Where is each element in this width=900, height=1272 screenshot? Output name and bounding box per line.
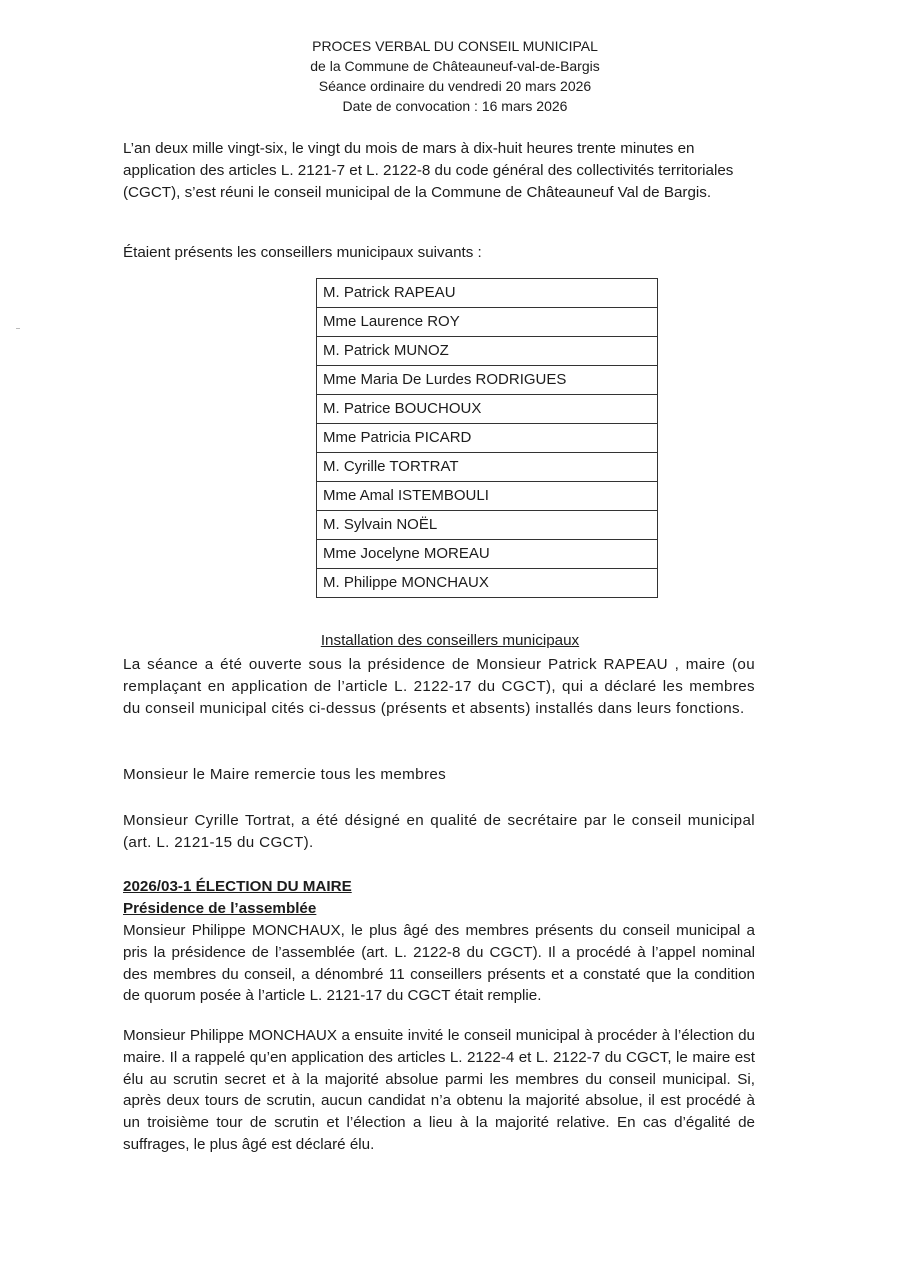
election-section	[123, 876, 755, 920]
member-name: Mme Laurence ROY	[317, 308, 658, 337]
presidency-paragraph: Monsieur Philippe MONCHAUX, le plus âgé des membres présents du conseil municipal a pris la présidence de l’assemblée (art. L. 2122-8 du CGCT). Il a procédé à l’appel nominal des membres du conseil, a dénombré 11 conseillers présents et a constaté que la condition de quorum posée à l’article L. 2121-17 du CGCT était remplie.	[123, 922, 755, 1005]
margin-mark	[16, 328, 20, 329]
member-name: M. Cyrille TORTRAT	[317, 453, 658, 482]
table-row	[317, 569, 658, 598]
member-name: M. Patrick MUNOZ	[317, 337, 658, 366]
table-row	[317, 366, 658, 395]
present-label: Étaient présents les conseillers municipaux suivants :	[123, 244, 482, 261]
document-title: PROCES VERBAL DU CONSEIL MUNICIPAL	[312, 38, 598, 54]
member-name: M. Philippe MONCHAUX	[317, 569, 658, 598]
members-table	[316, 278, 658, 598]
table-row	[317, 279, 658, 308]
table-row	[317, 453, 658, 482]
table-row	[317, 424, 658, 453]
table-row	[317, 395, 658, 424]
table-row	[317, 308, 658, 337]
session-date: Séance ordinaire du vendredi 20 mars 2026	[318, 78, 592, 94]
member-name: M. Patrick RAPEAU	[317, 279, 658, 308]
table-row	[317, 511, 658, 540]
member-name: Mme Jocelyne MOREAU	[317, 540, 658, 569]
member-name: Mme Patricia PICARD	[317, 424, 658, 453]
document-header	[0, 36, 900, 116]
secretary-paragraph: Monsieur Cyrille Tortrat, a été désigné en qualité de secrétaire par le conseil municipal (art. L. 2121-15 du CGCT).	[123, 812, 755, 851]
commune-name: de la Commune de Châteauneuf-val-de-Bargis	[310, 58, 600, 74]
election-heading: 2026/03-1 ÉLECTION DU MAIRE	[123, 878, 352, 895]
table-row	[317, 540, 658, 569]
member-name: Mme Amal ISTEMBOULI	[317, 482, 658, 511]
table-row	[317, 337, 658, 366]
member-name: M. Patrice BOUCHOUX	[317, 395, 658, 424]
installation-title: Installation des conseillers municipaux	[320, 632, 580, 649]
member-name: M. Sylvain NOËL	[317, 511, 658, 540]
intro-paragraph: L’an deux mille vingt-six, le vingt du mois de mars à dix-huit heures trente minutes en application des articles L. 2121-7 et L. 2122-8 du code général des collectivités territoriales (CGCT), s’est réuni le conseil municipal de la Commune de Châteauneuf Val de Bargis.	[123, 140, 734, 201]
member-name: Mme Maria De Lurdes RODRIGUES	[317, 366, 658, 395]
thanks-line: Monsieur le Maire remercie tous les membres	[123, 766, 447, 783]
presidency-subheading: Présidence de l’assemblée	[123, 899, 317, 917]
table-row	[317, 482, 658, 511]
installation-paragraph: La séance a été ouverte sous la présidence de Monsieur Patrick RAPEAU , maire (ou remplaçant en application de l’article L. 2122-17 du CGCT), qui a déclaré les membres du conseil municipal cités ci-dessus (présents et absents) installés dans leurs fonctions.	[123, 656, 755, 717]
election-paragraph: Monsieur Philippe MONCHAUX a ensuite invité le conseil municipal à procéder à l’élection du maire. Il a rappelé qu’en application des articles L. 2122-4 et L. 2122-7 du CGCT, le maire est élu au scrutin secret et à la majorité absolue parmi les membres du conseil municipal. Si, après deux tours de scrutin, aucun candidat n’a obtenu la majorité absolue, il est procédé à un troisième tour de scrutin et l’élection a lieu à la majorité relative. En cas d’égalité de suffrages, le plus âgé est déclaré élu.	[123, 1027, 755, 1153]
convocation-date: Date de convocation : 16 mars 2026	[342, 98, 568, 114]
